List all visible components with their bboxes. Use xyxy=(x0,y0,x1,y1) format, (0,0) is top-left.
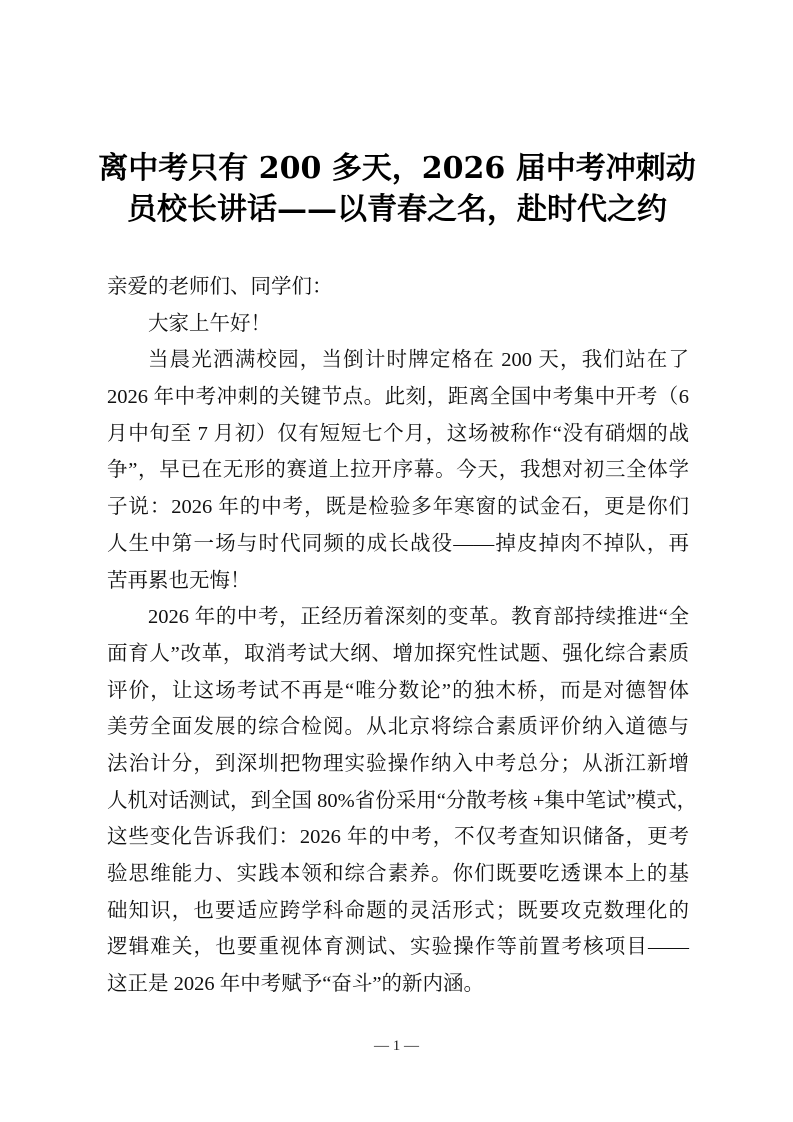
paragraph-line: 2026 年中考冲刺的关键节点。此刻，距离全国中考集中开考（6 xyxy=(107,386,689,409)
paragraph-line: 争”，早已在无形的赛道上拉开序幕。今天，我想对初三全体学 xyxy=(107,459,689,482)
paragraph-line: 验思维能力、实践本领和综合素养。你们既要吃透课本上的基 xyxy=(107,863,689,885)
salutation: 亲爱的老师们、同学们： xyxy=(107,276,333,298)
paragraph-line: 人生中第一场与时代同频的成长战役——掉皮掉肉不掉队，再 xyxy=(107,532,689,555)
paragraph-line: 评价，让这场考试不再是“唯分数论”的独木桥，而是对德智体 xyxy=(107,679,689,702)
title-line-1: 离中考只有 200 多天，2026 届中考冲刺动 xyxy=(98,151,696,186)
paragraph-line: 当晨光洒满校园，当倒计时牌定格在 200 天，我们站在了 xyxy=(148,349,689,372)
paragraph-1 xyxy=(107,342,689,599)
paragraph-2 xyxy=(107,599,698,1003)
document-title xyxy=(96,148,698,230)
paragraph-line: 子说：2026 年的中考，既是检验多年寒窗的试金石，更是你们 xyxy=(107,496,689,519)
paragraph-line: 这正是 2026 年中考赋予“奋斗”的新内涵。 xyxy=(107,973,484,996)
paragraph-line: 美劳全面发展的综合检阅。从北京将综合素质评价纳入道德与 xyxy=(107,716,689,739)
paragraph-line: 面育人”改革，取消考试大纲、增加探究性试题、强化综合素质 xyxy=(107,642,689,665)
paragraph-line: 人机对话测试，到全国 80%省份采用“分散考核 +集中笔试”模式， xyxy=(107,789,698,812)
title-line-2: 员校长讲话——以青春之名，赴时代之约 xyxy=(127,192,667,227)
paragraph-line: 逻辑难关，也要重视体育测试、实验操作等前置考核项目—— xyxy=(107,936,689,959)
document-body xyxy=(107,269,698,1003)
greeting: 大家上午好！ xyxy=(148,312,271,335)
paragraph-line: 苦再累也无悔！ xyxy=(107,569,251,592)
paragraph-line: 础知识，也要适应跨学科命题的灵活形式；既要攻克数理化的 xyxy=(107,899,689,922)
paragraph-line: 这些变化告诉我们：2026 年的中考，不仅考查知识储备，更考 xyxy=(107,826,689,849)
paragraph-line: 法治计分，到深圳把物理实验操作纳入中考总分；从浙江新增 xyxy=(107,752,689,775)
paragraph-line: 2026 年的中考，正经历着深刻的变革。教育部持续推进“全 xyxy=(148,606,689,629)
paragraph-line: 月中旬至 7 月初）仅有短短七个月，这场被称作“没有硝烟的战 xyxy=(107,422,689,445)
page-number: — 1 — xyxy=(374,1038,419,1054)
